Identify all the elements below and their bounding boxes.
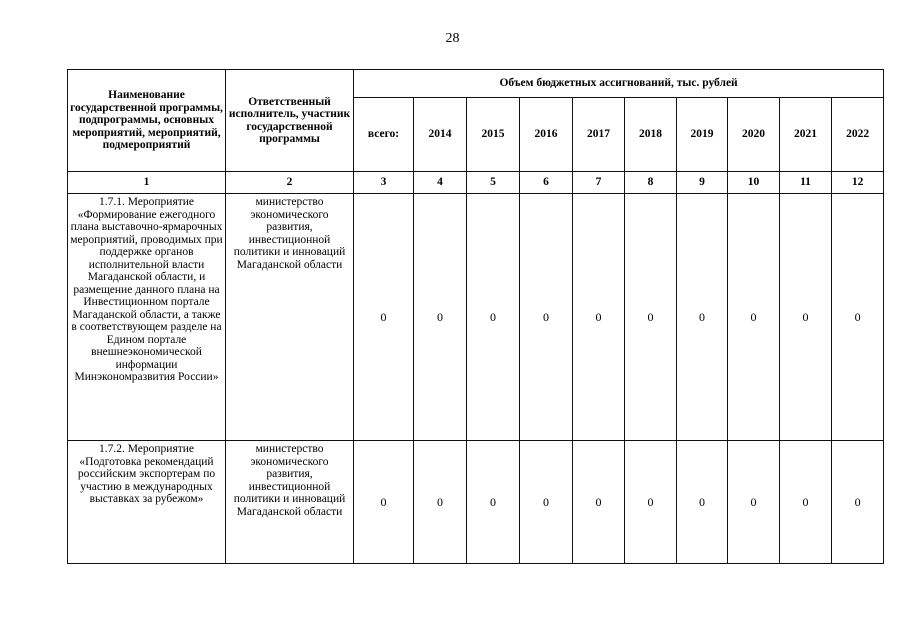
value-year: 0 xyxy=(780,441,832,564)
header-year: 2015 xyxy=(467,98,520,172)
value-year: 0 xyxy=(677,194,728,441)
header-row-top xyxy=(68,70,884,98)
column-number: 7 xyxy=(573,172,625,194)
value-year: 0 xyxy=(625,194,677,441)
value-year: 0 xyxy=(832,194,884,441)
value-year: 0 xyxy=(414,194,467,441)
value-year: 0 xyxy=(467,441,520,564)
value-year: 0 xyxy=(728,194,780,441)
column-number: 6 xyxy=(520,172,573,194)
header-year: 2020 xyxy=(728,98,780,172)
column-number-row xyxy=(68,172,884,194)
column-number: 12 xyxy=(832,172,884,194)
activity-responsible: министерство экономического развития, инвестиционной политики и инноваций Магаданской области xyxy=(226,441,354,564)
value-year: 0 xyxy=(832,441,884,564)
column-number: 2 xyxy=(226,172,354,194)
header-year: 2014 xyxy=(414,98,467,172)
column-number: 9 xyxy=(677,172,728,194)
table-row xyxy=(68,194,884,441)
header-year: 2022 xyxy=(832,98,884,172)
value-year: 0 xyxy=(520,441,573,564)
activity-responsible: министерство экономического развития, инвестиционной политики и инноваций Магаданской области xyxy=(226,194,354,441)
header-year: 2016 xyxy=(520,98,573,172)
column-number: 1 xyxy=(68,172,226,194)
header-year: 2017 xyxy=(573,98,625,172)
header-responsible: Ответственный исполнитель, участник государственной программы xyxy=(226,70,354,172)
header-year: 2021 xyxy=(780,98,832,172)
value-total: 0 xyxy=(354,441,414,564)
header-year-total: всего: xyxy=(354,98,414,172)
header-budget: Объем бюджетных ассигнований, тыс. рублей xyxy=(354,70,884,98)
column-number: 5 xyxy=(467,172,520,194)
activity-name: 1.7.2. Мероприятие «Подготовка рекомендаций российским экспортерам по участию в международных выставках за рубежом» xyxy=(68,441,226,564)
column-number: 11 xyxy=(780,172,832,194)
value-year: 0 xyxy=(520,194,573,441)
value-year: 0 xyxy=(414,441,467,564)
header-year: 2019 xyxy=(677,98,728,172)
value-year: 0 xyxy=(573,194,625,441)
column-number: 10 xyxy=(728,172,780,194)
table-row xyxy=(68,441,884,564)
value-year: 0 xyxy=(625,441,677,564)
header-year: 2018 xyxy=(625,98,677,172)
value-year: 0 xyxy=(467,194,520,441)
column-number: 4 xyxy=(414,172,467,194)
header-name: Наименование государственной программы, подпрограммы, основных мероприятий, мероприятий, подмероприятий xyxy=(68,70,226,172)
value-year: 0 xyxy=(573,441,625,564)
page-number: 28 xyxy=(445,31,460,46)
activity-name: 1.7.1. Мероприятие «Формирование ежегодного плана выставочно-ярмарочных мероприятий, проводимых при поддержке органов исполнительной власти Магаданской области, и размещение данного плана на Инвестиционном портале Магаданской области, а также в соответствующем разделе на Едином портале внешнеэкономической информации Минэкономразвития России» xyxy=(68,194,226,441)
budget-table xyxy=(67,69,884,564)
value-year: 0 xyxy=(780,194,832,441)
value-total: 0 xyxy=(354,194,414,441)
value-year: 0 xyxy=(677,441,728,564)
value-year: 0 xyxy=(728,441,780,564)
column-number: 3 xyxy=(354,172,414,194)
column-number: 8 xyxy=(625,172,677,194)
